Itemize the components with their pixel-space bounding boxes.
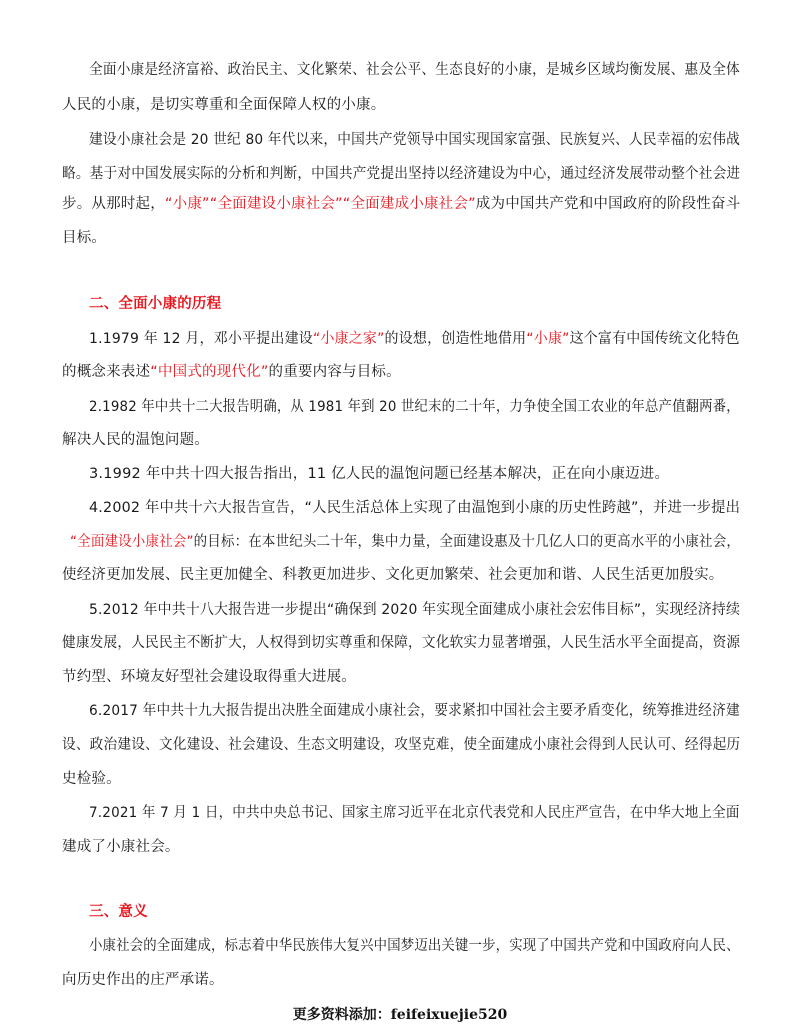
text-span: 的重要内容与目标。 (268, 364, 401, 380)
highlight-text: “全面建设小康社会” (209, 196, 343, 212)
paragraph-line: 全面小康是经济富裕、政治民主、文化繁荣、社会公平、生态良好的小康，是城乡区域均衡发展、惠及全体 (89, 62, 740, 78)
highlight-text: “中国式的现代化” (150, 364, 269, 380)
paragraph-line: 史检验。 (62, 771, 121, 787)
paragraph-line: 6.2017 年中共十九大报告提出决胜全面建成小康社会，要求紧扣中国社会主要矛盾变化，统筹推进经济建 (89, 703, 740, 719)
paragraph-line: 4.2002 年中共十六大报告宣告，“人民生活总体上实现了由温饱到小康的历史性跨越”，并进一步提出 (89, 500, 741, 516)
text-span: 的目标：在本世纪头二十年，集中力量，全面建设惠及十几亿人口的更高水平的小康社会， (193, 534, 741, 550)
paragraph-line: 向历史作出的庄严承诺。 (62, 972, 224, 988)
paragraph-line (89, 330, 740, 348)
section-heading: 二、全面小康的历程 (89, 296, 222, 312)
section-heading: 三、意义 (89, 904, 148, 920)
paragraph-line: 解决人民的温饱问题。 (62, 432, 209, 448)
highlight-text: “小康” (164, 196, 210, 212)
text-span: 步。从那时起， (62, 196, 165, 212)
text-span: 的设想，创造性地借用 (384, 331, 527, 347)
text-span: 的概念来表述 (62, 364, 151, 380)
paragraph-line (62, 195, 740, 213)
text-span: 这个富有中国传统文化特色 (569, 331, 740, 347)
paragraph-line: 7.2021 年 7 月 1 日，中共中央总书记、国家主席习近平在北京代表党和人民庄严宣告，在中华大地上全面 (89, 805, 740, 821)
paragraph-line: 2.1982 年中共十二大报告明确，从 1981 年到 20 世纪末的二十年，力争使全国工农业的年总产值翻两番， (89, 399, 740, 415)
text-span: 1.1979 年 12 月，邓小平提出建设 (89, 331, 313, 347)
paragraph-line: 人民的小康，是切实尊重和全面保障人权的小康。 (62, 97, 386, 113)
paragraph-line: 小康社会的全面建成，标志着中华民族伟大复兴中国梦迈出关键一步，实现了中国共产党和中国政府向人民、 (89, 938, 740, 954)
paragraph-line: 设、政治建设、文化建设、社会建设、生态文明建设，攻坚克难，使全面建成小康社会得到人民认可、经得起历 (62, 737, 741, 753)
paragraph-line: 健康发展，人民民主不断扩大，人权得到切实尊重和保障，文化软实力显著增强，人民生活水平全面提高，资源 (62, 635, 741, 651)
paragraph-line: 建成了小康社会。 (62, 839, 180, 855)
paragraph-line: 5.2012 年中共十八大报告进一步提出“确保到 2020 年实现全面建成小康社会宏伟目标”，实现经济持续 (89, 602, 741, 618)
paragraph-line: 目标。 (62, 230, 107, 246)
paragraph-line: 略。基于对中国发展实际的分析和判断，中国共产党提出坚持以经济建设为中心，通过经济发展带动整个社会进 (62, 166, 741, 182)
footer-note: 更多资料添加：feifeixuejie520 (292, 1007, 508, 1023)
paragraph-line: 节约型、环境友好型社会建设取得重大进展。 (62, 669, 356, 685)
text-span: 成为中国共产党和中国政府的阶段性奋斗 (475, 196, 741, 212)
paragraph-line (70, 533, 740, 551)
highlight-text: “全面建设小康社会” (70, 534, 194, 550)
highlight-text: “全面建成小康社会” (342, 196, 476, 212)
highlight-text: “小康” (526, 331, 570, 347)
paragraph-line: 建设小康社会是 20 世纪 80 年代以来，中国共产党领导中国实现国家富强、民族复兴、人民幸福的宏伟战 (89, 132, 741, 148)
highlight-text: “小康之家” (312, 331, 385, 347)
paragraph-line (62, 363, 401, 381)
paragraph-line: 使经济更加发展、民主更加健全、科教更加进步、文化更加繁荣、社会更加和谐、人民生活更加殷实。 (62, 567, 724, 583)
paragraph-line: 3.1992 年中共十四大报告指出，11 亿人民的温饱问题已经基本解决，正在向小康迈进。 (89, 466, 670, 482)
